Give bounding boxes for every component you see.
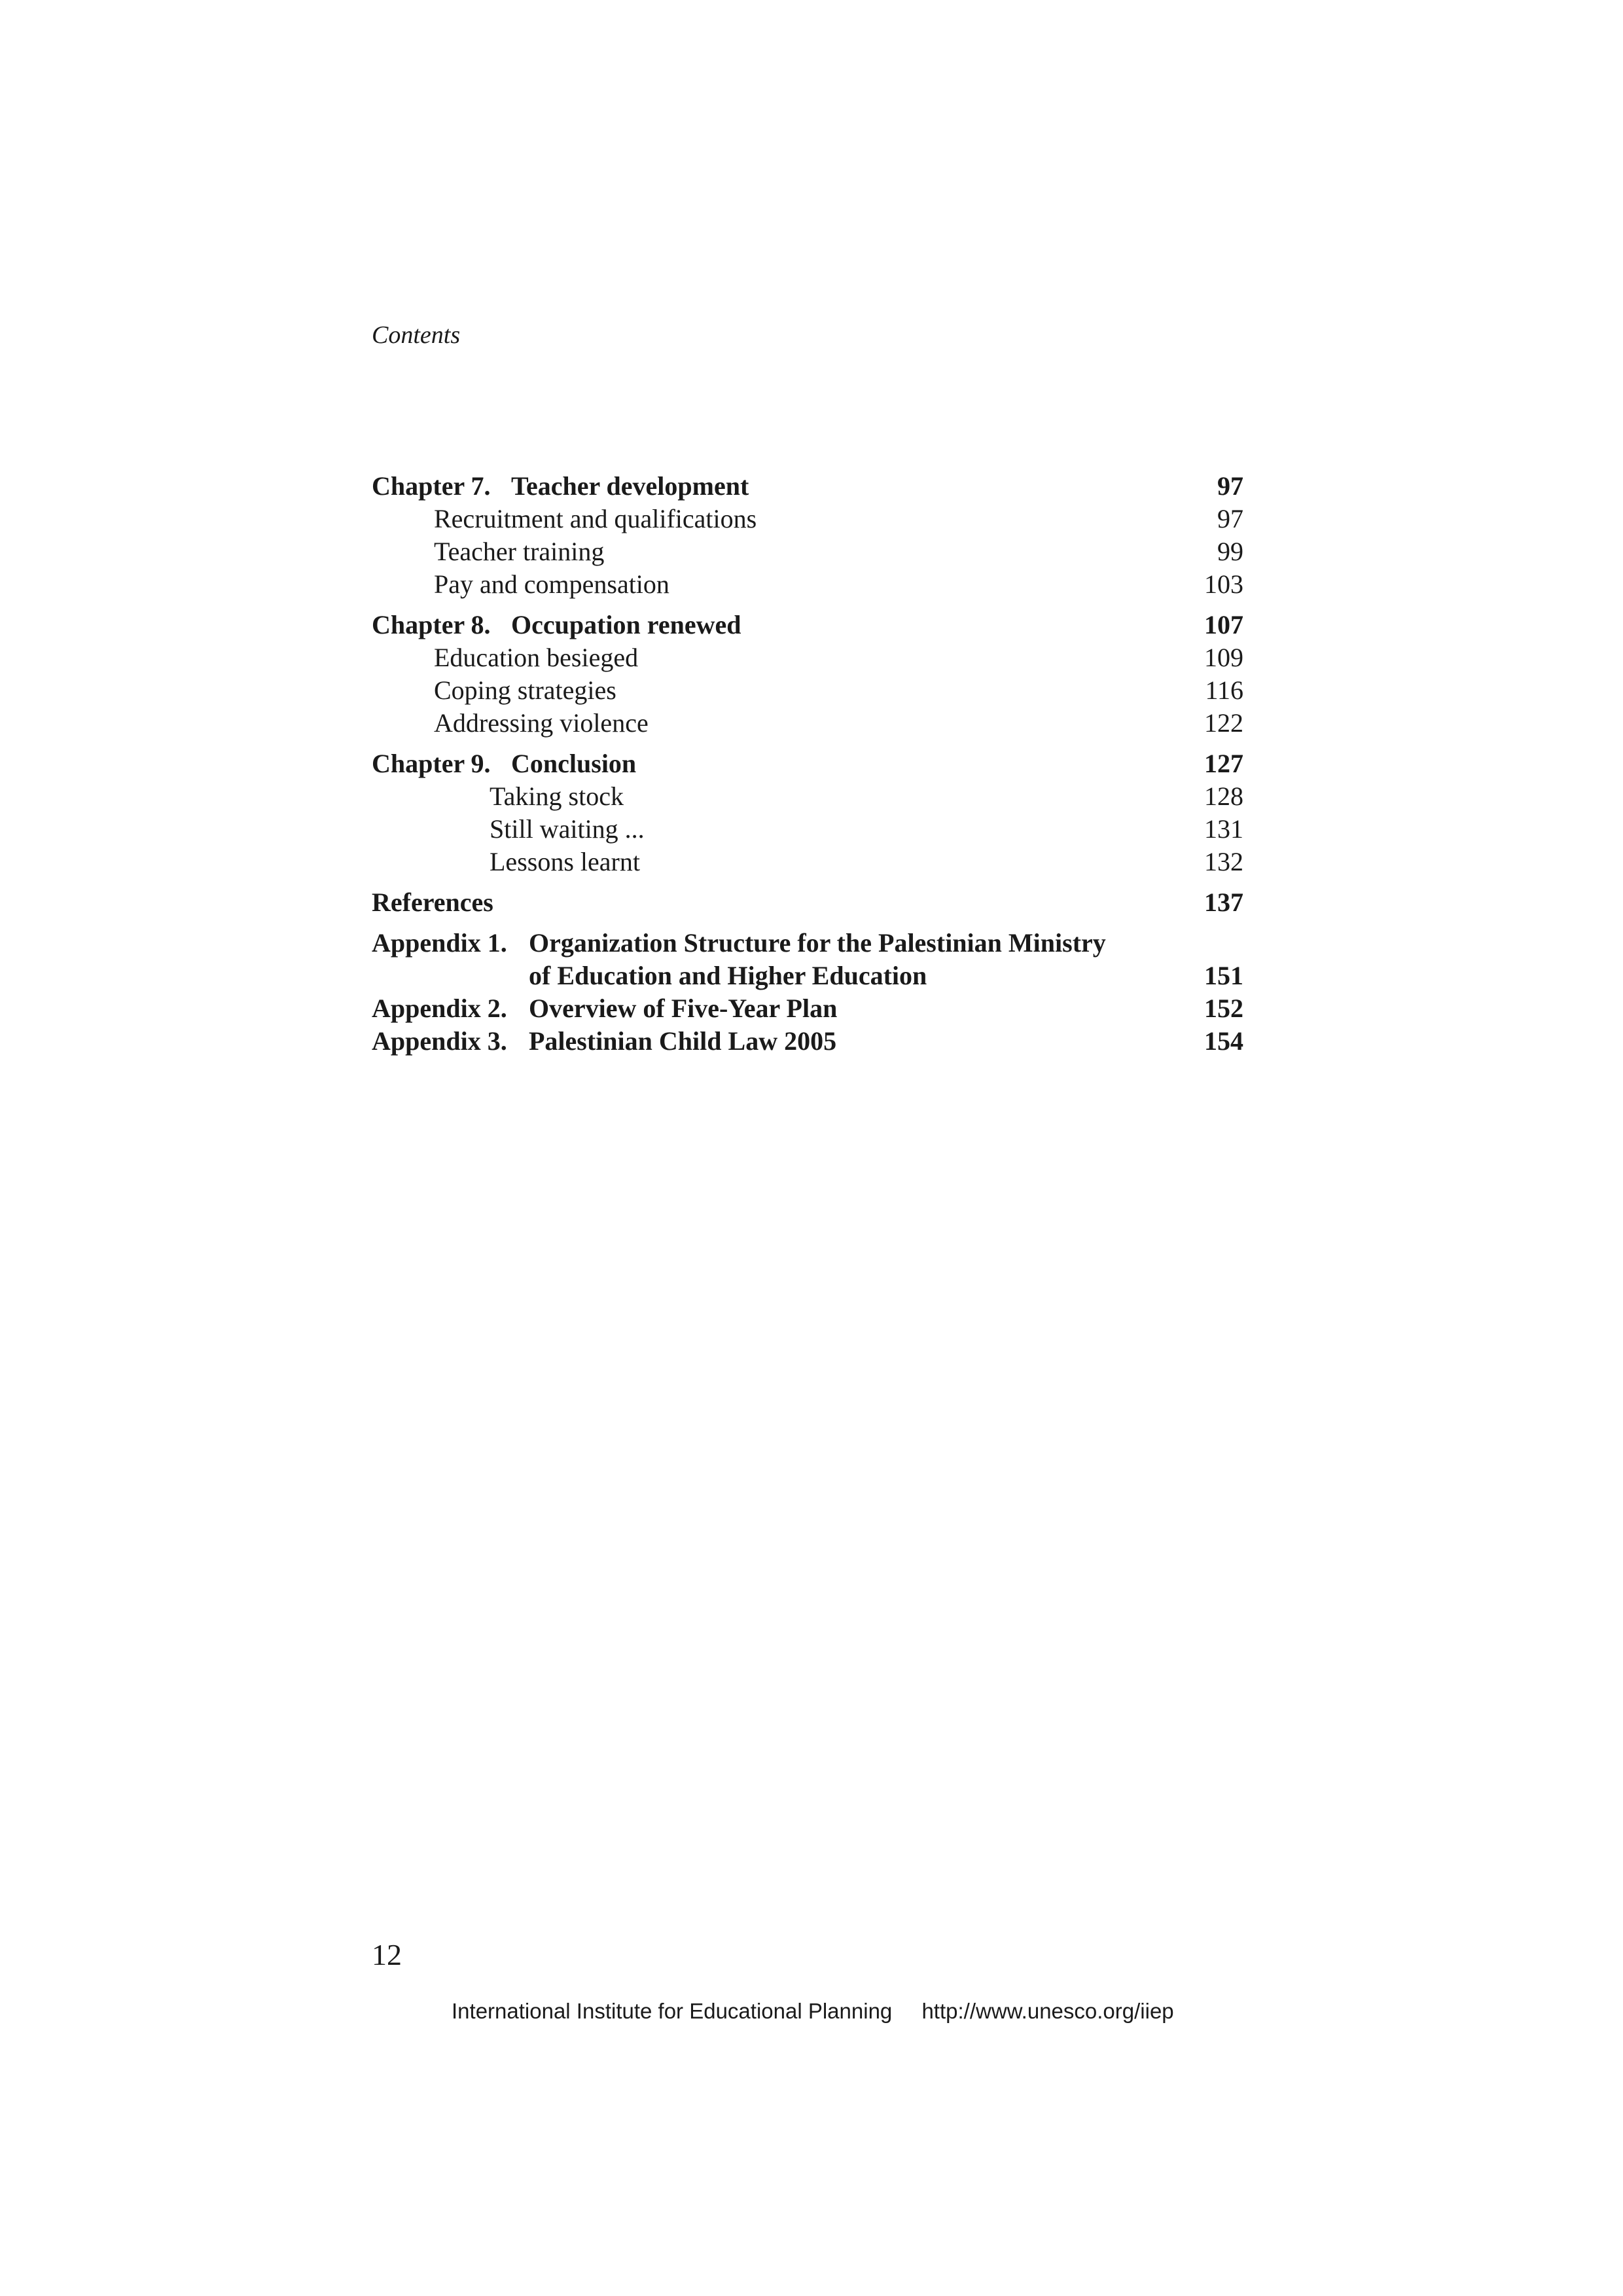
page-ref: 109 bbox=[1204, 643, 1243, 672]
toc-chapter-7[interactable] bbox=[372, 470, 1243, 503]
entry-title: Recruitment and qualifications bbox=[434, 504, 757, 533]
entry-title: Coping strategies bbox=[434, 675, 616, 705]
page-ref: 151 bbox=[1204, 961, 1243, 990]
toc-appendix-2[interactable] bbox=[372, 992, 1243, 1025]
running-head: Contents bbox=[372, 321, 461, 349]
footer bbox=[452, 1999, 1174, 2024]
entry-title: Pay and compensation bbox=[434, 569, 669, 599]
appendix-title: Overview of Five-Year Plan bbox=[529, 994, 838, 1023]
page-ref: 152 bbox=[1204, 994, 1243, 1023]
toc-entry[interactable] bbox=[372, 846, 1243, 878]
toc-appendix-1-continued[interactable] bbox=[372, 960, 1243, 992]
entry-title: Addressing violence bbox=[434, 708, 649, 738]
toc-chapter-8[interactable] bbox=[372, 609, 1243, 641]
entry-title: Education besieged bbox=[434, 643, 639, 672]
footer-url-link[interactable]: http://www.unesco.org/iiep bbox=[921, 1999, 1174, 2023]
appendix-title: of Education and Higher Education bbox=[529, 961, 927, 990]
toc-entry[interactable] bbox=[372, 780, 1243, 813]
entry-title: Lessons learnt bbox=[490, 847, 640, 876]
page-ref: 99 bbox=[1217, 537, 1243, 566]
toc-references[interactable] bbox=[372, 886, 1243, 919]
page-ref: 103 bbox=[1204, 569, 1243, 599]
chapter-title: Conclusion bbox=[511, 749, 637, 778]
page-ref: 127 bbox=[1204, 749, 1243, 778]
page-ref: 122 bbox=[1204, 708, 1243, 738]
page-number: 12 bbox=[372, 1938, 402, 1971]
page-ref: 107 bbox=[1204, 610, 1243, 639]
toc-entry[interactable] bbox=[372, 674, 1243, 707]
table-of-contents bbox=[372, 470, 1243, 1058]
appendix-label: Appendix 3. bbox=[372, 1026, 507, 1056]
toc-chapter-9[interactable] bbox=[372, 747, 1243, 780]
page-ref: 97 bbox=[1217, 504, 1243, 533]
page-ref: 154 bbox=[1204, 1026, 1243, 1056]
toc-entry[interactable] bbox=[372, 813, 1243, 846]
page-ref: 137 bbox=[1204, 888, 1243, 917]
toc-entry[interactable] bbox=[372, 503, 1243, 535]
appendix-label: Appendix 2. bbox=[372, 994, 507, 1023]
entry-title: Taking stock bbox=[490, 781, 624, 811]
entry-title: Still waiting ... bbox=[490, 814, 645, 844]
chapter-title: Occupation renewed bbox=[511, 610, 741, 639]
entry-title: Teacher training bbox=[434, 537, 605, 566]
appendix-title: Organization Structure for the Palestinian Ministry bbox=[529, 928, 1106, 958]
appendix-label: Appendix 1. bbox=[372, 928, 507, 958]
appendix-title: Palestinian Child Law 2005 bbox=[529, 1026, 837, 1056]
entry-title: References bbox=[372, 888, 493, 917]
chapter-label: Chapter 8. bbox=[372, 610, 491, 639]
toc-appendix-1[interactable] bbox=[372, 927, 1243, 960]
toc-entry[interactable] bbox=[372, 707, 1243, 740]
chapter-label: Chapter 9. bbox=[372, 749, 491, 778]
toc-entry[interactable] bbox=[372, 568, 1243, 601]
page-ref: 116 bbox=[1205, 675, 1243, 705]
page-ref: 128 bbox=[1204, 781, 1243, 811]
chapter-label: Chapter 7. bbox=[372, 471, 491, 501]
toc-entry[interactable] bbox=[372, 641, 1243, 674]
toc-entry[interactable] bbox=[372, 535, 1243, 568]
toc-appendix-3[interactable] bbox=[372, 1025, 1243, 1058]
page-ref: 131 bbox=[1204, 814, 1243, 844]
page-ref: 97 bbox=[1217, 471, 1243, 501]
footer-institute: International Institute for Educational Planning bbox=[452, 1999, 893, 2023]
page-ref: 132 bbox=[1204, 847, 1243, 876]
chapter-title: Teacher development bbox=[511, 471, 749, 501]
